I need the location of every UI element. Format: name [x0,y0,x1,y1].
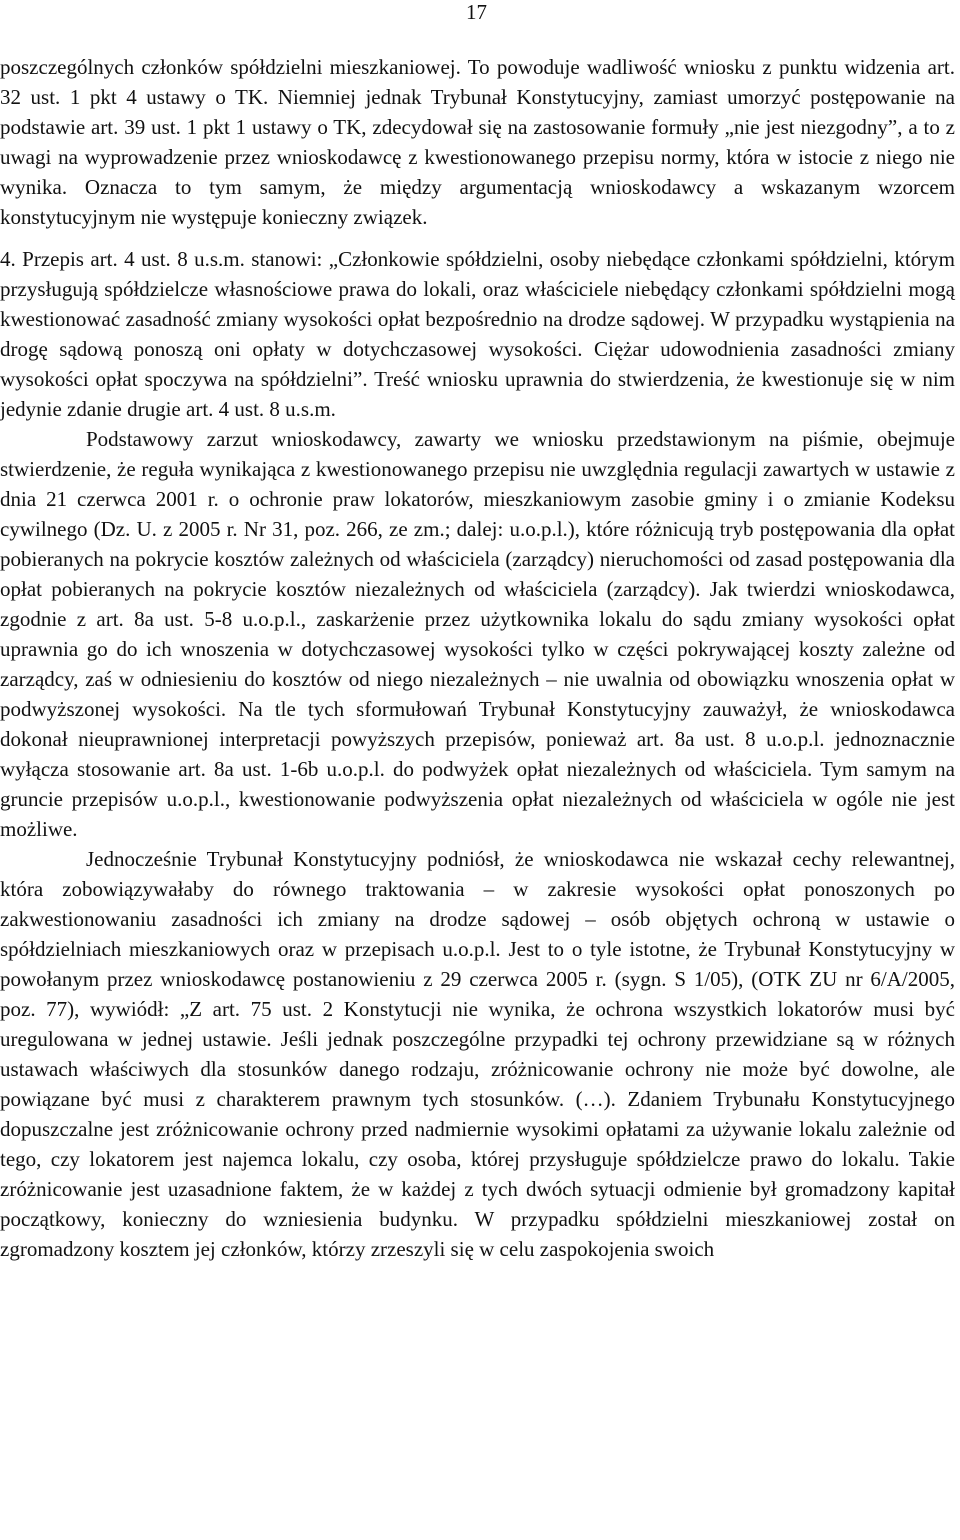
paragraph: Podstawowy zarzut wnioskodawcy, zawarty we wniosku przedstawionym na piśmie, obejmuje stwierdzenie, że reguła wynikająca z kwestionowanego przepisu nie uwzględnia regulacji zawartych w ustawie z dnia 21 czerwca 2001 r. o ochronie praw lokatorów, mieszkaniowym zasobie gminy i o zmianie Kodeksu cywilnego (Dz. U. z 2005 r. Nr 31, poz. 266, ze zm.; dalej: u.o.p.l.), które różnicują tryb postępowania dla opłat pobieranych na pokrycie kosztów zależnych od właściciela (zarządcy) nieruchomości od zasad postępowania dla opłat pobieranych na pokrycie kosztów niezależnych od właściciela (zarządcy). Jak twierdzi wnioskodawca, zgodnie z art. 8a ust. 5-8 u.o.p.l., zaskarżenie przez użytkownika lokalu do sądu zmiany wysokości opłat uprawnia go do ich wnoszenia w dotychczasowej wysokości tylko w części pokrywającej koszty zależne od zarządcy, zaś w odniesieniu do kosztów od niego niezależnych – nie uwalnia od obowiązku wnoszenia opłat w podwyższonej wysokości. Na tle tych sformułowań Trybunał Konstytucyjny zauważył, że wnioskodawca dokonał nieuprawnionej interpretacji powyższych przepisów, ponieważ art. 8a ust. 8 u.o.p.l. jednoznacznie wyłącza stosowanie art. 8a ust. 1-6b u.o.p.l. do podwyżek opłat niezależnych od właściciela. Tym samym na gruncie przepisów u.o.p.l., kwestionowanie podwyższenia opłat niezależnych od właściciela w ogóle nie jest możliwe. [0,427,955,841]
paragraph: 4. Przepis art. 4 ust. 8 u.s.m. stanowi: „Członkowie spółdzielni, osoby niebędące członkami spółdzielni, którym przysługują spółdzielcze własnościowe prawa do lokali, oraz właściciele niebędący członkami spółdzielni mogą kwestionować zasadność zmiany wysokości opłat bezpośrednio na drodze sądowej. W przypadku wystąpienia na drogę sądową ponoszą oni opłaty w dotychczasowej wysokości. Ciężar udowodnienia zasadności zmiany wysokości opłat spoczywa na spółdzielni”. Treść wniosku uprawnia do stwierdzenia, że kwestionuje się w nim jedynie zdanie drugie art. 4 ust. 8 u.s.m. [0,247,955,421]
page-number: 17 [466,0,487,24]
paragraph: Jednocześnie Trybunał Konstytucyjny podniósł, że wnioskodawca nie wskazał cechy relewantnej, która zobowiązywałaby do równego traktowania – w zakresie wysokości opłat ponoszonych po zakwestionowaniu zasadności ich zmiany na drodze sądowej – osób objętych ochroną w ustawie o spółdzielniach mieszkaniowych oraz w przepisach u.o.p.l. Jest to o tyle istotne, że Trybunał Konstytucyjny w powołanym przez wnioskodawcę postanowieniu z 29 czerwca 2005 r. (sygn. S 1/05), (OTK ZU nr 6/A/2005, poz. 77), wywiódł: „Z art. 75 ust. 2 Konstytucji nie wynika, że ochrona wszystkich lokatorów musi być uregulowana w jednej ustawie. Jeśli jednak poszczególne przypadki tej ochrony przewidziane są w różnych ustawach właściwych dla stosunków danego rodzaju, zróżnicowanie ochrony nie może być dowolne, ale powiązane być musi z charakterem prawnym tych stosunków. (…). Zdaniem Trybunału Konstytucyjnego dopuszczalne jest zróżnicowanie ochrony przed nadmiernie wysokimi opłatami za używanie lokalu zależnie od tego, czy lokatorem jest najemca lokalu, czy osoba, której przysługuje spółdzielcze prawo do lokalu. Takie zróżnicowanie jest uzasadnione faktem, że w każdej z tych dwóch sytuacji odmienie był gromadzony kapitał początkowy, konieczny do wzniesienia budynku. W przypadku spółdzielni mieszkaniowej został on zgromadzony kosztem jej członków, którzy zrzeszyli się w celu zaspokojenia swoich [0,847,955,1261]
document-body [0,52,955,1264]
paragraph: poszczególnych członków spółdzielni mieszkaniowej. To powoduje wadliwość wniosku z punktu widzenia art. 32 ust. 1 pkt 4 ustawy o TK. Niemniej jednak Trybunał Konstytucyjny, zamiast umorzyć postępowanie na podstawie art. 39 ust. 1 pkt 1 ustawy o TK, zdecydował się na zastosowanie formuły „nie jest niezgodny”, a to z uwagi na wyprowadzenie przez wnioskodawcę z kwestionowanego przepisu normy, która w istocie z niego nie wynika. Oznacza to tym samym, że między argumentacją wnioskodawcy a wskazanym wzorcem konstytucyjnym nie występuje konieczny związek. [0,55,955,229]
